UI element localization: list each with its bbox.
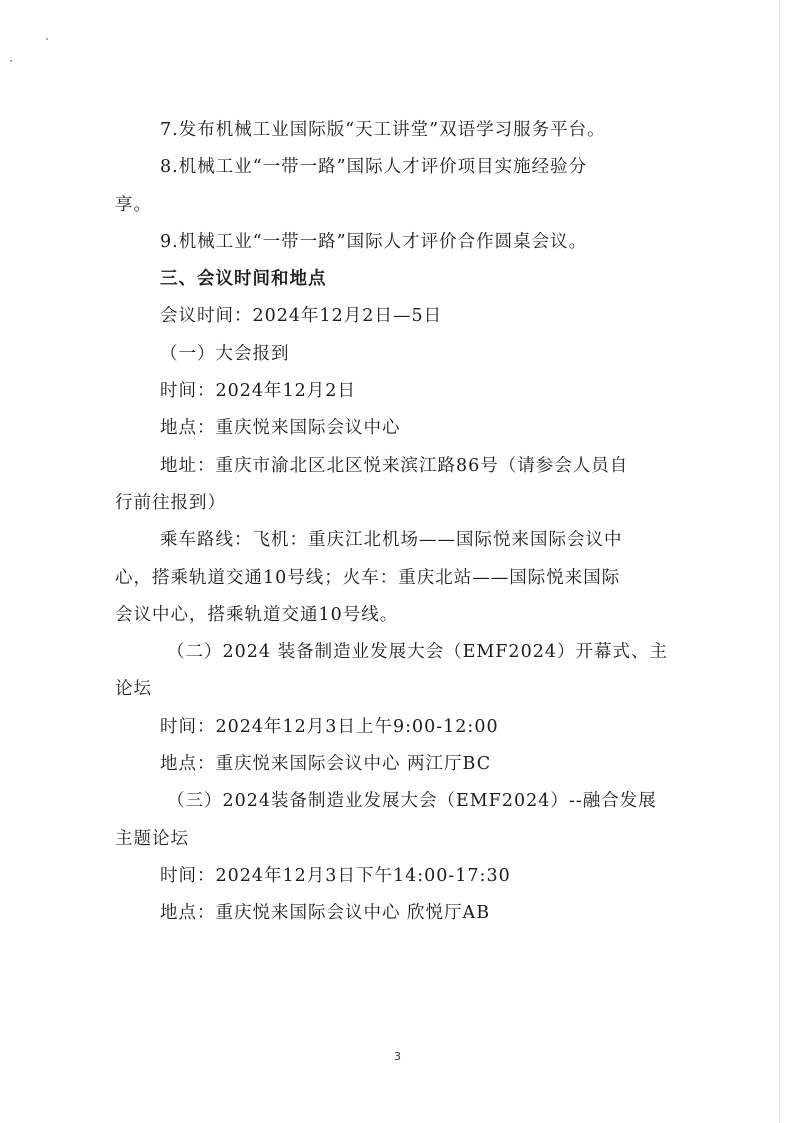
integration-forum-venue: 地点：重庆悦来国际会议中心 欣悦厅AB <box>160 903 491 924</box>
registration-time: 时间：2024年12月2日 <box>160 381 356 402</box>
transport-route-continued: 会议中心，搭乘轨道交通10号线。 <box>115 604 399 625</box>
section-heading: 三、会议时间和地点 <box>160 269 327 290</box>
opening-forum-time: 时间：2024年12月3日上午9:00-12:00 <box>160 716 499 737</box>
page-edge-line <box>779 0 780 1123</box>
transport-route-continued: 心，搭乘轨道交通10号线；火车：重庆北站——国际悦来国际 <box>115 567 621 588</box>
subsection-opening-forum-continued: 论坛 <box>115 679 152 700</box>
page-number: 3 <box>394 1050 401 1063</box>
subsection-integration-forum-continued: 主题论坛 <box>115 828 189 849</box>
registration-address-continued: 行前往报到） <box>115 492 226 513</box>
paragraph-item-7: 7.发布机械工业国际版“天工讲堂”双语学习服务平台。 <box>160 120 606 140</box>
document-body <box>115 112 675 933</box>
transport-route: 乘车路线：飞机：重庆江北机场——国际悦来国际会议中 <box>160 530 623 551</box>
registration-address: 地址：重庆市渝北区北区悦来滨江路86号（请参会人员自 <box>160 455 629 476</box>
subsection-registration: （一）大会报到 <box>160 343 290 364</box>
scan-speck <box>10 60 12 62</box>
opening-forum-venue: 地点：重庆悦来国际会议中心 两江厅BC <box>160 754 492 775</box>
registration-venue: 地点：重庆悦来国际会议中心 <box>160 418 401 439</box>
integration-forum-time: 时间：2024年12月3日下午14:00-17:30 <box>160 865 511 886</box>
scan-speck <box>46 38 48 40</box>
paragraph-item-9: 9.机械工业“一带一路”国际人才评价合作圆桌会议。 <box>160 231 588 252</box>
paragraph-item-8: 8.机械工业“一带一路”国际人才评价项目实施经验分 <box>160 157 588 178</box>
meeting-time: 会议时间：2024年12月2日—5日 <box>160 306 443 327</box>
paragraph-item-8-continued: 享。 <box>115 194 152 215</box>
subsection-opening-forum: （二）2024 装备制造业发展大会（EMF2024）开幕式、主 <box>167 642 668 663</box>
subsection-integration-forum: （三）2024装备制造业发展大会（EMF2024）--融合发展 <box>167 791 657 812</box>
